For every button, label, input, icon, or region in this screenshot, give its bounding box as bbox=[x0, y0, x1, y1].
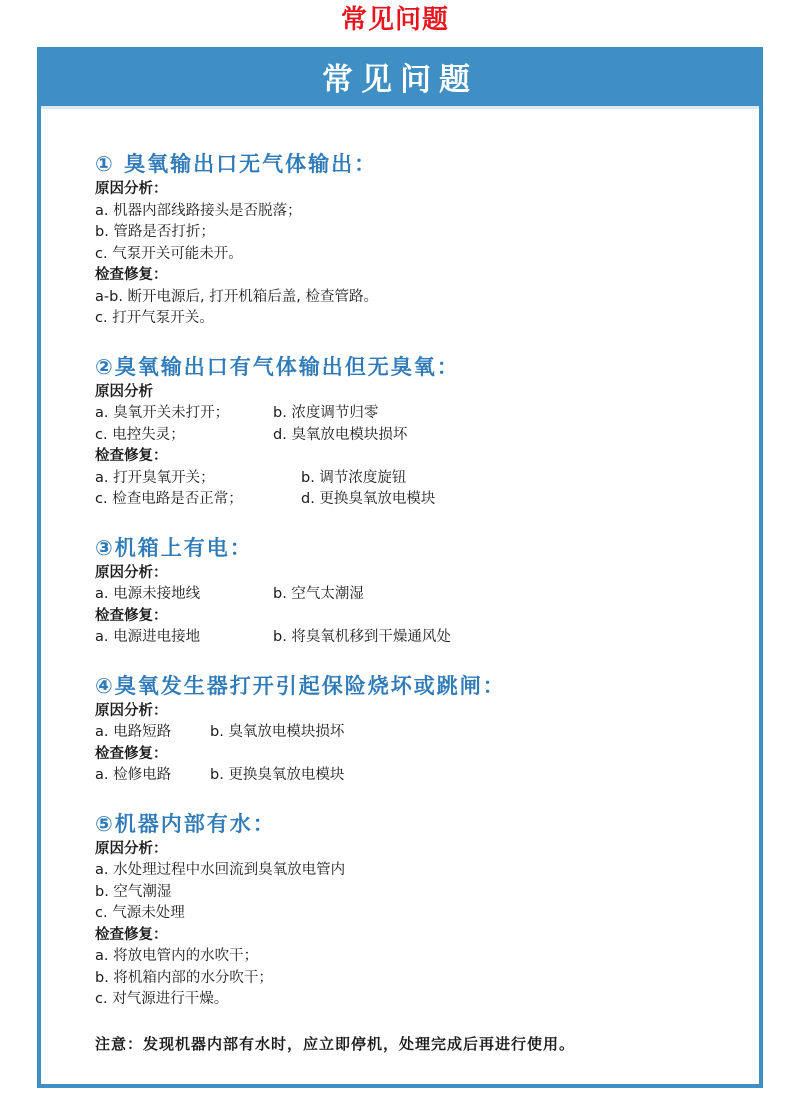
cause-item: b. 管路是否打折； bbox=[95, 224, 215, 240]
section-heading: ① 臭氧输出口无气体输出： bbox=[95, 152, 378, 176]
faq-section-4 bbox=[95, 671, 745, 787]
cause-item: c. 气源未处理 bbox=[95, 905, 185, 921]
faq-panel bbox=[37, 47, 763, 1088]
fix-item: a. 打开臭氧开关； bbox=[95, 469, 215, 486]
cause-item: b. 浓度调节归零 bbox=[273, 405, 379, 421]
section-heading: ④臭氧发生器打开引起保险烧坏或跳闸： bbox=[95, 673, 506, 698]
fix-item: c. 对气源进行干燥。 bbox=[95, 991, 229, 1007]
fix-item: a. 将放电管内的水吹干； bbox=[95, 948, 259, 964]
cause-item: b. 臭氧放电模块损坏 bbox=[210, 724, 345, 740]
faq-section-1 bbox=[95, 149, 745, 330]
fix-label: 检查修复： bbox=[95, 448, 168, 464]
cause-item: c. 电控失灵； bbox=[95, 426, 185, 443]
fix-label: 检查修复： bbox=[95, 926, 168, 943]
cause-label: 原因分析： bbox=[95, 840, 168, 857]
faq-section-3 bbox=[95, 533, 745, 649]
fix-item: a-b. 断开电源后, 打开机箱后盖, 检查管路。 bbox=[95, 288, 378, 305]
fix-row bbox=[95, 468, 745, 490]
cause-label: 原因分析： bbox=[95, 564, 168, 581]
panel-header: 常见问题 bbox=[41, 51, 759, 109]
cause-label: 原因分析： bbox=[95, 181, 168, 197]
fix-row bbox=[95, 489, 745, 511]
cause-item: a. 水处理过程中水回流到臭氧放电管内 bbox=[95, 862, 346, 878]
fix-item: c. 检查电路是否正常； bbox=[95, 491, 243, 507]
cause-item: b. 空气潮湿 bbox=[95, 883, 172, 900]
faq-section-2 bbox=[95, 352, 745, 511]
cause-item: c. 气泵开关可能未开。 bbox=[95, 245, 243, 262]
warning-note: 注意：发现机器内部有水时，应立即停机，处理完成后再进行使用。 bbox=[95, 1034, 576, 1053]
cause-item: d. 臭氧放电模块损坏 bbox=[273, 426, 408, 443]
fix-item: b. 调节浓度旋钮 bbox=[301, 469, 407, 486]
fix-item: c. 打开气泵开关。 bbox=[95, 310, 214, 326]
fix-label: 检查修复： bbox=[95, 267, 168, 283]
section-heading: ③机箱上有电： bbox=[95, 535, 253, 560]
fix-label: 检查修复： bbox=[95, 607, 168, 624]
fix-item: a. 电源进电接地 bbox=[95, 629, 201, 645]
cause-row bbox=[95, 403, 745, 425]
cause-row bbox=[95, 425, 745, 447]
fix-item: b. 更换臭氧放电模块 bbox=[210, 767, 345, 783]
fix-row bbox=[95, 627, 745, 649]
fix-item: b. 将机箱内部的水分吹干； bbox=[95, 969, 273, 986]
cause-label: 原因分析 bbox=[95, 383, 153, 400]
cause-item: b. 空气太潮湿 bbox=[273, 586, 364, 602]
cause-item: a. 臭氧开关未打开； bbox=[95, 405, 230, 421]
fix-row bbox=[95, 765, 745, 787]
cause-item: a. 电源未接地线 bbox=[95, 586, 201, 602]
fix-item: d. 更换臭氧放电模块 bbox=[301, 491, 436, 507]
faq-section-5 bbox=[95, 809, 745, 1011]
fix-item: b. 将臭氧机移到干燥通风处 bbox=[273, 629, 451, 645]
section-heading: ⑤机器内部有水： bbox=[95, 811, 276, 836]
cause-row bbox=[95, 584, 745, 606]
fix-label: 检查修复： bbox=[95, 745, 168, 762]
page-title: 常见问题 bbox=[340, 5, 449, 35]
section-heading: ②臭氧输出口有气体输出但无臭氧： bbox=[95, 354, 460, 379]
fix-item: a. 检修电路 bbox=[95, 767, 172, 783]
cause-row bbox=[95, 722, 745, 744]
faq-content bbox=[95, 149, 745, 1055]
cause-item: a. 机器内部线路接头是否脱落； bbox=[95, 202, 302, 219]
cause-item: a. 电路短路 bbox=[95, 724, 172, 740]
cause-label: 原因分析： bbox=[95, 702, 168, 719]
